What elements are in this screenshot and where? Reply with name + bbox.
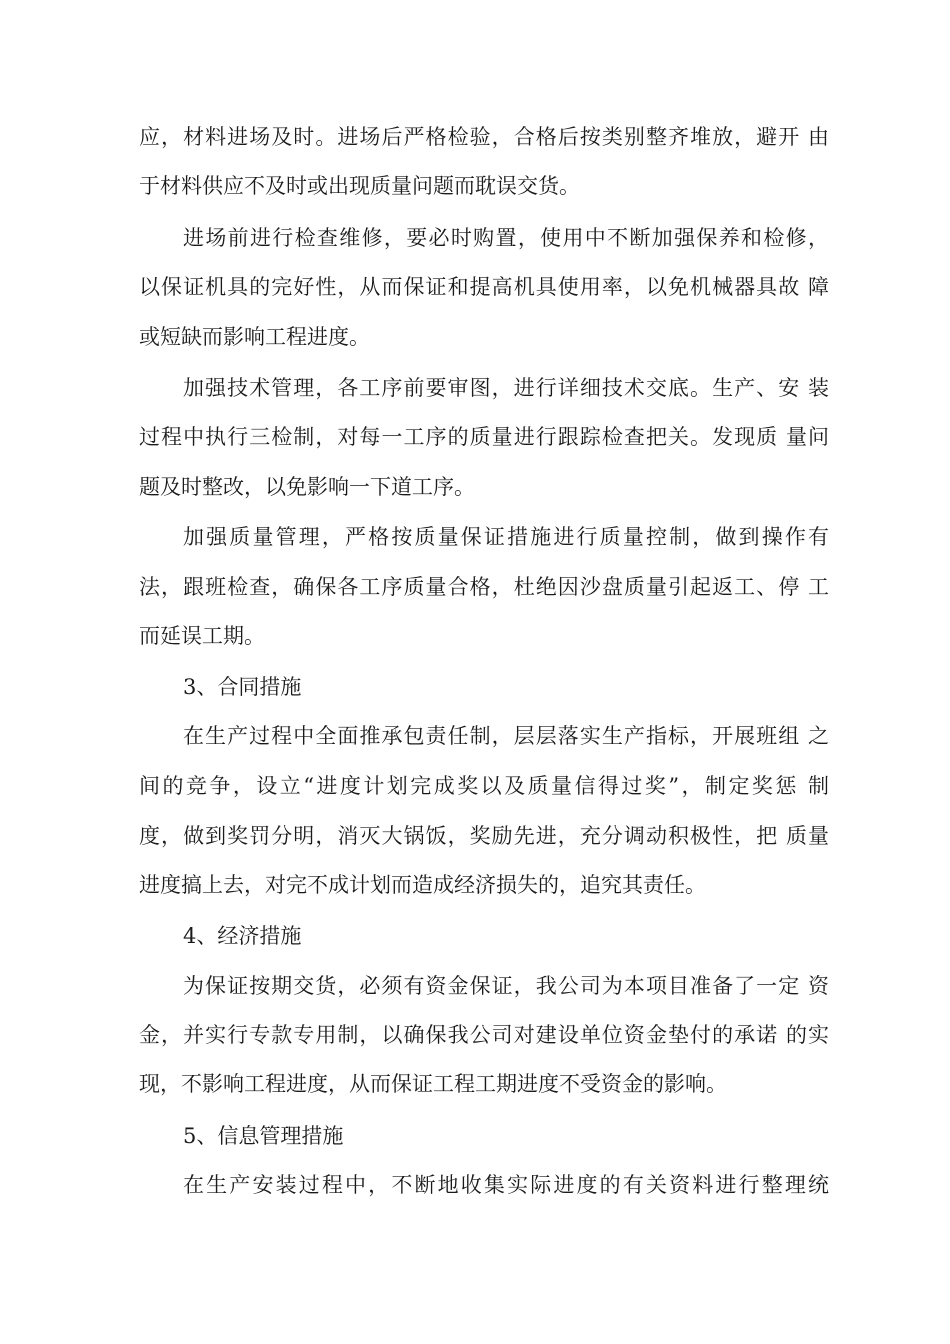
- paragraph-line: 于材料供应不及时或出现质量问题而耽误交货。: [139, 174, 580, 198]
- paragraph-line: 加强质量管理，严格按质量保证措施进行质量控制，做到操作有: [183, 525, 829, 549]
- paragraph-line: 进度搞上去，对完不成计划而造成经济损失的，追究其责任。: [139, 873, 706, 897]
- paragraph-line: 金，并实行专款专用制，以确保我公司对建设单位资金垫付的承诺 的实: [139, 1023, 829, 1047]
- paragraph-line: 过程中执行三检制，对每一工序的质量进行跟踪检查把关。发现质 量问: [139, 425, 829, 449]
- paragraph-line: 加强技术管理，各工序前要审图，进行详细技术交底。生产、安 装: [183, 376, 829, 400]
- paragraph-line: 现，不影响工程进度，从而保证工程工期进度不受资金的影响。: [139, 1072, 727, 1096]
- paragraph-line: 进场前进行检查维修，要必时购置，使用中不断加强保养和检修，: [183, 226, 829, 250]
- paragraph-line: 而延误工期。: [139, 624, 265, 648]
- paragraph-line: 度，做到奖罚分明，消灭大锅饭，奖励先进，充分调动积极性，把 质量: [139, 824, 829, 848]
- paragraph-line: 应，材料进场及时。进场后严格检验，合格后按类别整齐堆放，避开 由: [139, 125, 829, 149]
- paragraph-line: 为保证按期交货，必须有资金保证，我公司为本项目准备了一定 资: [183, 974, 829, 998]
- paragraph-line: 在生产安装过程中，不断地收集实际进度的有关资料进行整理统: [183, 1173, 829, 1197]
- section-heading: 3、合同措施: [183, 675, 302, 699]
- section-heading: 5、信息管理措施: [183, 1124, 344, 1148]
- section-heading: 4、经济措施: [183, 924, 302, 948]
- paragraph-line: 题及时整改，以免影响一下道工序。: [139, 475, 475, 499]
- paragraph-line: 以保证机具的完好性，从而保证和提高机具使用率，以免机械器具故 障: [139, 275, 829, 299]
- paragraph-line: 间的竞争，设立“进度计划完成奖以及质量信得过奖”，制定奖惩 制: [139, 774, 829, 798]
- paragraph-line: 或短缺而影响工程进度。: [139, 325, 370, 349]
- paragraph-line: 法，跟班检查，确保各工序质量合格，杜绝因沙盘质量引起返工、停 工: [139, 575, 829, 599]
- paragraph-line: 在生产过程中全面推承包责任制，层层落实生产指标，开展班组 之: [183, 724, 829, 748]
